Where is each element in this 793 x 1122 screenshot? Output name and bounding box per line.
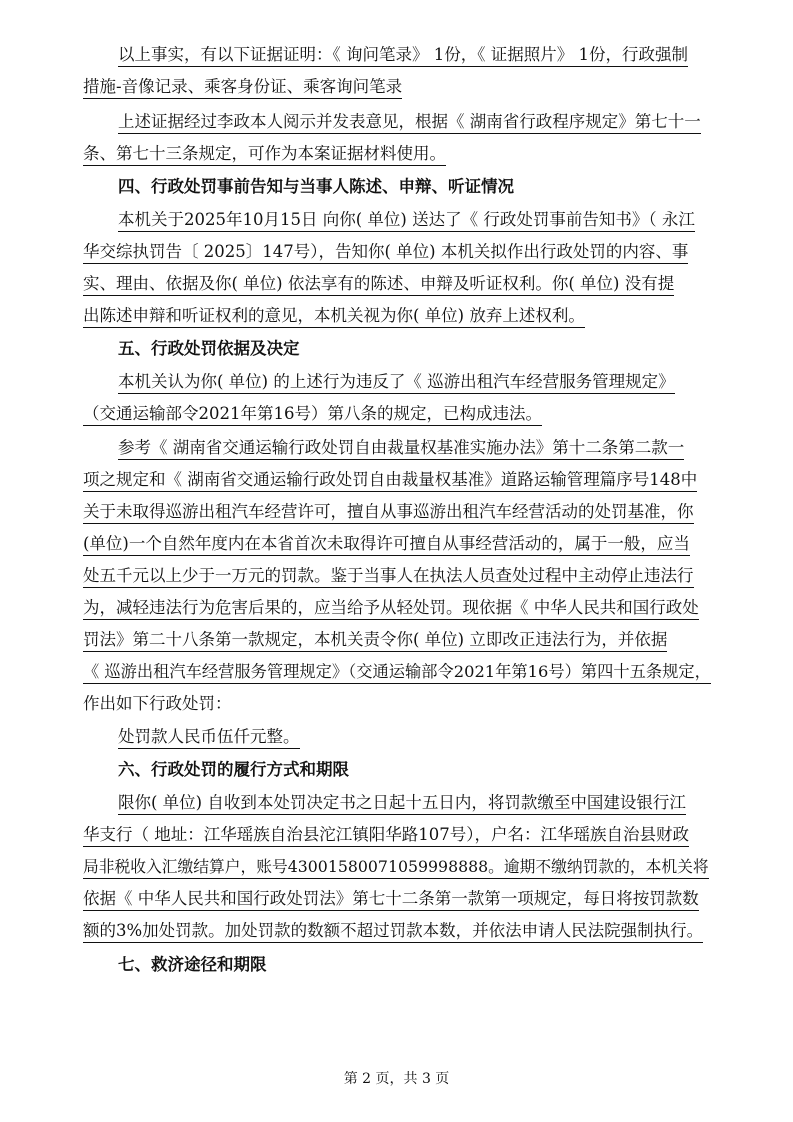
body-line: (单位)一个自然年度内在本省首次未取得许可擅自从事经营活动的，属于一般，应当 <box>83 533 690 555</box>
section-heading-7: 七、救济途径和期限 <box>118 955 267 974</box>
page-footer: 第 2 页，共 3 页 <box>343 1071 450 1087</box>
body-line: 处五千元以上少于一万元的罚款。鉴于当事人在执法人员查处过程中主动停止违法行 <box>83 565 694 587</box>
body-line: （交通运输部令2021年第16号）第八条的规定，已构成违法。 <box>83 403 542 425</box>
body-line: 出陈述申辩和听证权利的意见，本机关视为你( 单位) 放弃上述权利。 <box>83 305 585 327</box>
body-line: 华支行（ 地址：江华瑶族自治县沱江镇阳华路107号），户名：江华瑶族自治县财政 <box>83 824 689 846</box>
body-line: 为，减轻违法行为危害后果的，应当给予从轻处罚。现依据《 中华人民共和国行政处 <box>83 597 699 619</box>
section-heading-4: 四、行政处罚事前告知与当事人陈述、申辩、听证情况 <box>118 177 514 196</box>
body-line: 上述证据经过李政本人阅示并发表意见，根据《 湖南省行政程序规定》第七十一 <box>118 111 701 133</box>
body-line: 本机关认为你( 单位) 的上述行为违反了《 巡游出租汽车经营服务管理规定》 <box>118 371 675 393</box>
body-line: 限你( 单位) 自收到本处罚决定书之日起十五日内，将罚款缴至中国建设银行江 <box>118 792 686 814</box>
body-line: 以上事实，有以下证据证明：《 询问笔录》 1份，《 证据照片》 1份，行政强制 <box>118 44 688 66</box>
penalty-line: 处罚款人民币伍仟元整。 <box>118 726 300 748</box>
body-line: 参考《 湖南省交通运输行政处罚自由裁量权基准实施办法》第十二条第二款一 <box>118 437 684 459</box>
body-line: 华交综执罚告〔 2025〕147号），告知你( 单位) 本机关拟作出行政处罚的内容、事 <box>83 241 688 263</box>
section-heading-5: 五、行政处罚依据及决定 <box>118 339 300 358</box>
body-line: 依据《 中华人民共和国行政处罚法》第七十二条第一款第一项规定，每日将按罚款数 <box>83 888 699 910</box>
body-line: 实、理由、依据及你( 单位) 依法享有的陈述、申辩及听证权利。你( 单位) 没有提 <box>83 273 674 295</box>
body-line: 额的3%加处罚款。加处罚款的数额不超过罚款本数，并依法申请人民法院强制执行。 <box>83 920 703 942</box>
body-line: 本机关于2025年10月15日 向你( 单位) 送达了《 行政处罚事前告知书》（ 永江 <box>118 209 695 231</box>
body-line: 《 巡游出租汽车经营服务管理规定》（交通运输部令2021年第16号）第四十五条规定， <box>83 661 711 683</box>
body-line: 罚法》第二十八条第一款规定，本机关责令你( 单位) 立即改正违法行为，并依据 <box>83 629 667 651</box>
body-line: 条、第七十三条规定，可作为本案证据材料使用。 <box>83 143 446 165</box>
body-line: 作出如下行政处罚： <box>83 694 232 713</box>
body-line: 局非税收入汇缴结算户，账号43001580071059998888。逾期不缴纳罚款的，本机关将 <box>83 856 709 878</box>
section-heading-6: 六、行政处罚的履行方式和期限 <box>118 760 349 779</box>
body-line: 措施-音像记录、乘客身份证、乘客询问笔录 <box>83 76 402 98</box>
body-line: 项之规定和《 湖南省交通运输行政处罚自由裁量权基准》道路运输管理篇序号148中 <box>83 469 697 491</box>
body-line: 关于未取得巡游出租汽车经营许可，擅自从事巡游出租汽车经营活动的处罚基准，你 <box>83 501 694 523</box>
